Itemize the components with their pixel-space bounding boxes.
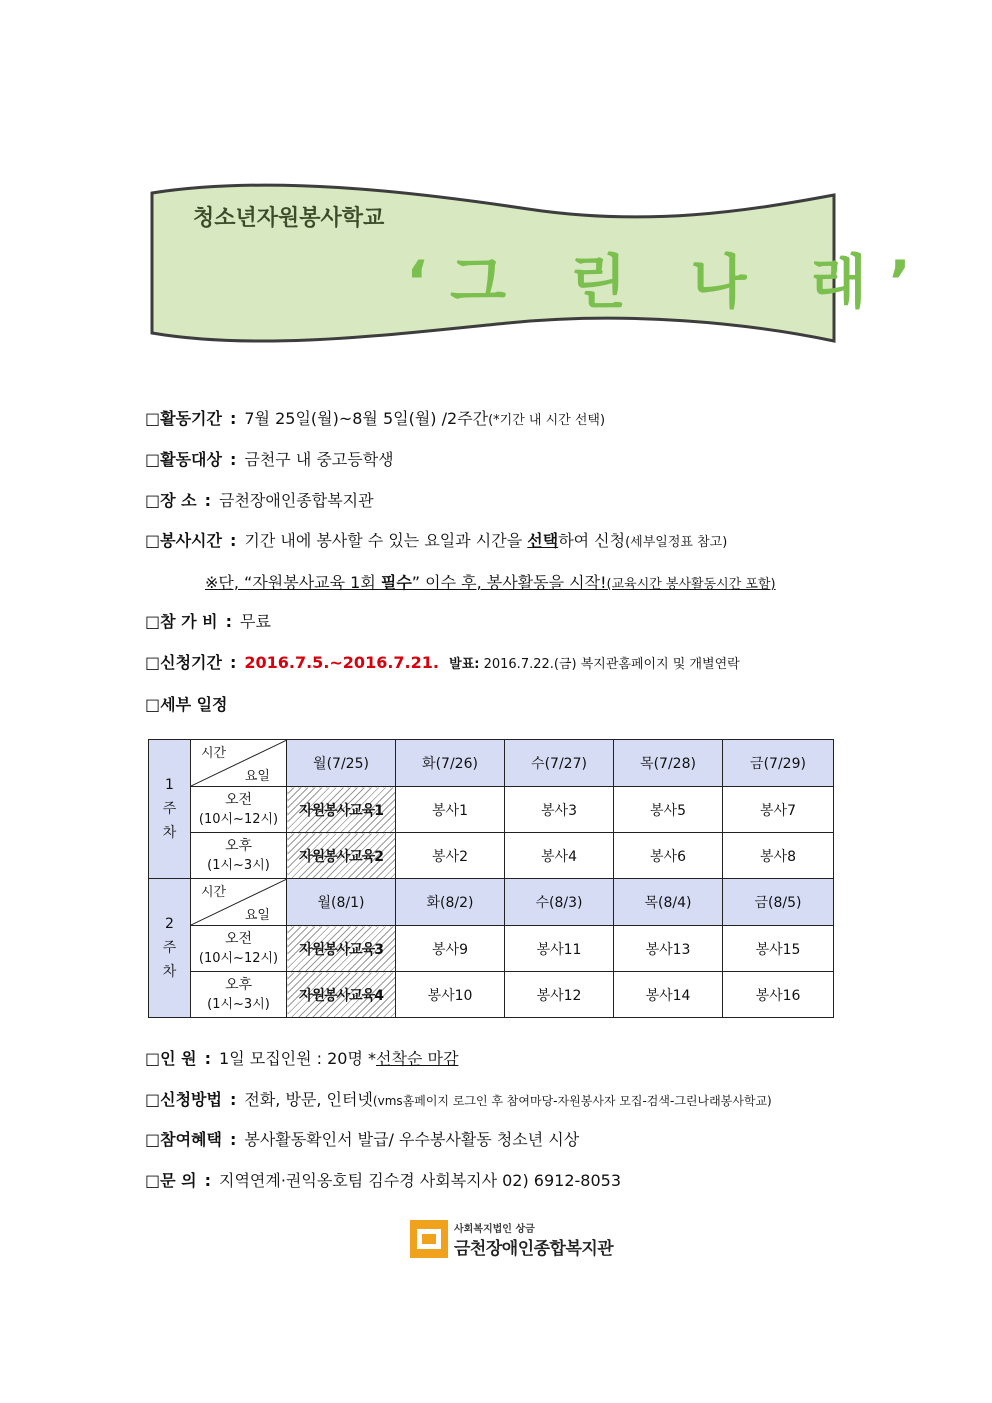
info-hours — [145, 528, 727, 551]
info-benefit — [145, 1127, 579, 1150]
table-cell: 봉사2 — [396, 833, 505, 879]
table-cell: 봉사7 — [723, 787, 834, 833]
banner-subtitle: 청소년자원봉사학교 — [193, 206, 385, 231]
day-header: 금(8/5) — [723, 879, 834, 926]
info-value-emph: 선택 — [527, 531, 559, 550]
info-value: 2016.7.5.~2016.7.21. — [244, 653, 439, 672]
day-header: 화(7/26) — [396, 740, 505, 787]
info-label: □신청방법 — [145, 1090, 222, 1109]
info-value: 하여 신청 — [558, 531, 626, 550]
info-sep: : — [204, 491, 212, 510]
info-value: 지역연계·권익옹호팀 김수경 사회복지사 02) 6912-8053 — [219, 1171, 622, 1190]
education-note — [205, 570, 776, 593]
info-extra: (vms홈페이지 로그인 후 참여마당-자원봉사자 모집-검색-그린나래봉사학교) — [372, 1094, 772, 1108]
table-cell: 봉사8 — [723, 833, 834, 879]
info-target — [145, 447, 394, 470]
diagonal-header: 시간 요일 — [191, 879, 287, 926]
note-mid: ” 이수 후, 봉사활동을 시작! — [411, 573, 607, 592]
day-header: 금(7/29) — [723, 740, 834, 787]
info-value: 금천구 내 중고등학생 — [244, 450, 394, 469]
info-label: □봉사시간 — [145, 531, 222, 550]
banner-title: ‘그 린 나 래’ — [406, 248, 933, 316]
info-value: 무료 — [240, 612, 271, 631]
table-row — [149, 787, 834, 833]
table-row — [149, 879, 834, 926]
info-value: 전화, 방문, 인터넷 — [244, 1090, 373, 1109]
table-row — [149, 926, 834, 972]
table-cell: 봉사15 — [723, 926, 834, 972]
info-extra: 2016.7.22.(금) 복지관홈페이지 및 개별연락 — [479, 657, 740, 672]
info-place — [145, 488, 374, 511]
education-cell: 자원봉사교육3 — [287, 926, 396, 972]
logo-name: 금천장애인종합복지관 — [454, 1239, 614, 1259]
title-banner — [148, 183, 933, 348]
info-value: 7월 25일(월)~8월 5일(월) /2주간 — [244, 409, 489, 428]
info-schedule-heading — [145, 692, 228, 715]
info-label: □문 의 — [145, 1171, 197, 1190]
info-label: □참여혜택 — [145, 1130, 222, 1149]
info-label: □장 소 — [145, 491, 197, 510]
logo-subtitle: 사회복지법인 상금 — [454, 1224, 535, 1235]
info-extra-label: 발표: — [449, 657, 480, 672]
info-contact — [145, 1168, 621, 1191]
table-cell: 봉사6 — [614, 833, 723, 879]
note-prefix: ※단, “자원봉사교육 1회 — [205, 573, 381, 592]
info-value: 봉사활동확인서 발급/ 우수봉사활동 청소년 시상 — [244, 1130, 580, 1149]
education-cell: 자원봉사교육2 — [287, 833, 396, 879]
note-emph: 필수 — [380, 573, 412, 592]
table-cell: 봉사13 — [614, 926, 723, 972]
info-value: 1일 모집인원 : 20명 * — [219, 1049, 377, 1068]
time-slot: 오후 (1시~3시) — [191, 972, 287, 1018]
day-header: 목(8/4) — [614, 879, 723, 926]
info-extra: (세부일정표 참고) — [625, 535, 728, 550]
table-cell: 봉사10 — [396, 972, 505, 1018]
table-cell: 봉사1 — [396, 787, 505, 833]
organization-logo — [410, 1218, 630, 1262]
info-label: □활동대상 — [145, 450, 222, 469]
info-sep: : — [204, 1049, 212, 1068]
info-sep: : — [229, 653, 237, 672]
info-sep: : — [229, 1090, 237, 1109]
table-cell: 봉사16 — [723, 972, 834, 1018]
info-capacity — [145, 1046, 458, 1069]
note-small: (교육시간 봉사활동시간 포함) — [606, 577, 776, 592]
day-header: 수(8/3) — [505, 879, 614, 926]
info-sep: : — [225, 612, 233, 631]
info-label: □세부 일정 — [145, 695, 228, 714]
info-label: □신청기간 — [145, 653, 222, 672]
info-sep: : — [229, 1130, 237, 1149]
info-label: □인 원 — [145, 1049, 197, 1068]
info-sep: : — [229, 409, 237, 428]
time-slot: 오전 (10시~12시) — [191, 926, 287, 972]
time-slot: 오후 (1시~3시) — [191, 833, 287, 879]
table-row — [149, 833, 834, 879]
info-label: □참 가 비 — [145, 612, 218, 631]
table-cell: 봉사4 — [505, 833, 614, 879]
table-cell: 봉사3 — [505, 787, 614, 833]
education-cell: 자원봉사교육1 — [287, 787, 396, 833]
info-sep: : — [229, 531, 237, 550]
day-header: 화(8/2) — [396, 879, 505, 926]
day-header: 수(7/27) — [505, 740, 614, 787]
info-value: 기간 내에 봉사할 수 있는 요일과 시간을 — [244, 531, 528, 550]
table-cell: 봉사12 — [505, 972, 614, 1018]
info-apply-method — [145, 1087, 772, 1110]
info-sep: : — [229, 450, 237, 469]
info-label: □활동기간 — [145, 409, 222, 428]
diagonal-header: 시간 요일 — [191, 740, 287, 787]
info-period — [145, 406, 605, 429]
info-extra: (*기간 내 시간 선택) — [488, 413, 606, 428]
table-row — [149, 972, 834, 1018]
table-cell: 봉사9 — [396, 926, 505, 972]
info-value-underline: 선착순 마감 — [376, 1049, 459, 1068]
info-value: 금천장애인종합복지관 — [219, 491, 374, 510]
info-fee — [145, 609, 271, 632]
day-header: 월(8/1) — [287, 879, 396, 926]
table-row — [149, 740, 834, 787]
education-cell: 자원봉사교육4 — [287, 972, 396, 1018]
day-header: 목(7/28) — [614, 740, 723, 787]
day-header: 월(7/25) — [287, 740, 396, 787]
table-cell: 봉사11 — [505, 926, 614, 972]
info-apply-period — [145, 650, 740, 673]
week-label: 1 주 차 — [149, 740, 191, 879]
table-cell: 봉사14 — [614, 972, 723, 1018]
info-sep: : — [204, 1171, 212, 1190]
schedule-table — [148, 739, 834, 1018]
week-label: 2 주 차 — [149, 879, 191, 1018]
time-slot: 오전 (10시~12시) — [191, 787, 287, 833]
logo-mark-icon — [410, 1220, 448, 1258]
table-cell: 봉사5 — [614, 787, 723, 833]
